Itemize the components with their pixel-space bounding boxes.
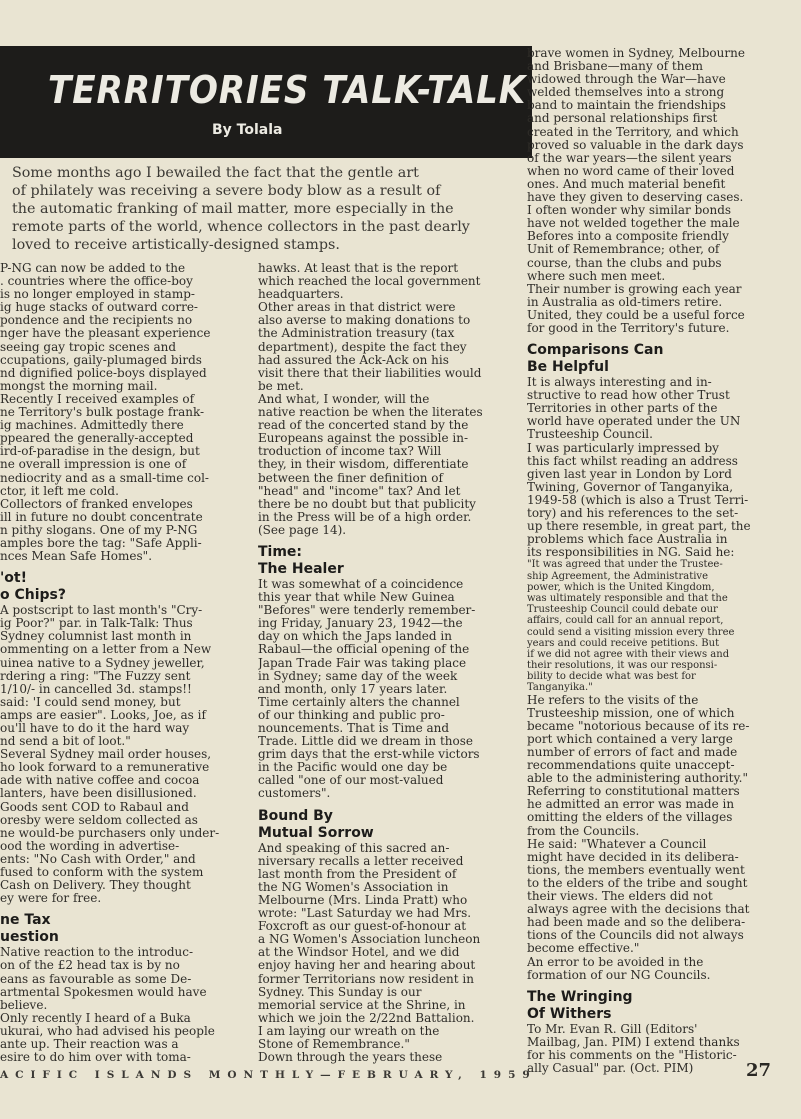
text-line: tory) and his references to the set- — [527, 507, 739, 520]
text-line: ccupations, gaily-plumaged birds — [0, 353, 202, 367]
text-line: Twining, Governor of Tanganyika, — [527, 480, 734, 494]
text-line: created in the Territory, and which — [527, 125, 739, 139]
text-line: nd dignified police-boys displayed — [0, 366, 207, 380]
text-line: It is always interesting and in- — [527, 376, 712, 390]
text-line: last month from the President of — [258, 867, 457, 881]
text-line: amps are easier". Looks, Joe, as if — [0, 708, 206, 722]
text-line: Mailbag, Jan. PIM) I extend thanks — [527, 1035, 740, 1049]
text-line: of our thinking and public pro- — [258, 708, 445, 722]
text-line: when no word came of their loved — [527, 164, 735, 178]
text-line: also averse to making donations to — [258, 314, 471, 328]
text-line: He said: "Whatever a Council — [527, 837, 707, 851]
text-line: . countries where the office-boy — [0, 275, 193, 289]
text-line: in the Pacific would one day be — [258, 761, 448, 775]
text-line: in Australia as old-timers retire. — [527, 295, 723, 309]
text-line: Unit of Remembrance; other, of — [527, 243, 720, 257]
text-line: ne Territory's bulk postage frank- — [0, 406, 205, 420]
text-line: ne overall impression is one of — [0, 458, 187, 472]
text-line: where such men meet. — [527, 269, 666, 283]
text-line: hawks. At least that is the report — [258, 262, 459, 275]
text-line: Sydney columnist last month in — [0, 630, 192, 644]
text-line: rdering a ring: "The Fuzzy sent — [0, 669, 191, 683]
article-title: TERRITORIES TALK-TALK — [48, 68, 527, 112]
text-line: there be no doubt but that publicity — [258, 497, 476, 511]
text-line: grim days that the erst-while victors — [258, 748, 480, 762]
text-line: Cash on Delivery. They thought — [0, 879, 191, 893]
quote-line: Tanganyika." — [527, 682, 593, 694]
text-line: Stone of Remembrance." — [258, 1037, 410, 1051]
text-line: headquarters. — [258, 288, 344, 302]
text-line: nger have the pleasant experience — [0, 327, 211, 341]
text-line: Collectors of franked envelopes — [0, 497, 193, 511]
text-line: ig machines. Admittedly there — [0, 419, 184, 433]
intro-line: loved to receive artistically-designed stamps. — [12, 237, 340, 253]
text-line: 1949-58 (which is also a Trust Terri- — [527, 493, 749, 507]
quote-line: their resolutions, it was our responsi- — [527, 660, 718, 672]
spacer — [0, 905, 247, 912]
text-line: nces Mean Safe Homes". — [0, 550, 153, 564]
text-line: port which contained a very large — [527, 732, 733, 746]
text-line: troduction of income tax? Will — [258, 445, 442, 459]
text-line: He refers to the visits of the — [527, 693, 699, 707]
text-line: ird-of-paradise in the design, but — [0, 445, 200, 459]
text-line: ig Poor?" par. in Talk-Talk: Thus — [0, 617, 193, 631]
intro-line: of philately was receiving a severe body blow as a result of — [12, 183, 441, 199]
text-line: and month, only 17 years later. — [258, 682, 448, 696]
spacer — [527, 335, 772, 342]
text-line: called "one of our most-valued — [258, 774, 444, 788]
text-line: its responsibilities in NG. Said he: — [527, 546, 735, 560]
section-heading: The Wringing — [527, 988, 633, 1005]
text-line: Down through the years these — [258, 1051, 443, 1065]
text-line: tions, the members eventually went — [527, 863, 745, 877]
text-line: had assured the Ack-Ack on his — [258, 353, 449, 367]
text-line: tions of the Councils did not always — [527, 929, 744, 943]
text-line: Only recently I heard of a Buka — [0, 1011, 191, 1025]
text-line: ing Friday, January 23, 1942—the — [258, 617, 463, 631]
text-line: And speaking of this sacred an- — [258, 841, 450, 855]
text-line: the Administration treasury (tax — [258, 327, 455, 341]
text-line: in the Press will be of a high order. — [258, 510, 472, 524]
text-line: in Sydney; same day of the week — [258, 669, 458, 683]
text-line: "Befores" were tenderly remember- — [258, 604, 476, 618]
text-line: this fact whilst reading an address — [527, 454, 738, 468]
text-line: ig huge stacks of outward corre- — [0, 301, 198, 315]
text-line: A postscript to last month's "Cry- — [0, 604, 203, 618]
text-line: ones. And much material benefit — [527, 177, 726, 191]
section-heading: ne Tax — [0, 912, 51, 929]
text-line: "head" and "income" tax? And let — [258, 484, 461, 498]
section-heading: 'ot! — [0, 570, 27, 587]
text-line: ally Casual" par. (Oct. PIM) — [527, 1061, 694, 1075]
text-line: read of the concerted stand by the — [258, 419, 469, 433]
text-line: their views. The elders did not — [527, 890, 713, 904]
text-line: welded themselves into a strong — [527, 86, 725, 100]
text-line: Referring to constitutional matters — [527, 785, 740, 799]
text-line: which we join the 2/22nd Battalion. — [258, 1011, 475, 1025]
text-line: said: 'I could send money, but — [0, 695, 181, 709]
text-line: I was particularly impressed by — [527, 441, 719, 455]
text-line: proved so valuable in the dark days — [527, 138, 744, 152]
text-line: amples bore the tag: "Safe Appli- — [0, 536, 202, 550]
text-line: Several Sydney mail order houses, — [0, 748, 212, 762]
text-line: ill in future no doubt concentrate — [0, 510, 203, 524]
text-line: Recently I received examples of — [0, 392, 195, 406]
text-line: structive to read how other Trust — [527, 389, 730, 403]
section-heading: Bound By — [258, 807, 333, 824]
text-line: given last year in London by Lord — [527, 467, 732, 481]
text-line: widowed through the War—have — [527, 73, 726, 87]
text-line: wrote: "Last Saturday we had Mrs. — [258, 907, 472, 921]
text-line: Befores into a composite friendly — [527, 230, 729, 244]
text-line: band to maintain the friendships — [527, 99, 726, 113]
text-line: former Territorians now resident in — [258, 972, 474, 986]
text-line: which reached the local government — [258, 275, 481, 289]
text-line: is no longer employed in stamp- — [0, 288, 195, 302]
text-line: Foxcroft as our guest-of-honour at — [258, 920, 467, 934]
text-line: believe. — [0, 998, 48, 1012]
text-line: memorial service at the Shrine, in — [258, 998, 466, 1012]
section-heading: Time: — [258, 543, 303, 560]
section-heading: Mutual Sorrow — [258, 824, 374, 841]
section-heading: Comparisons Can — [527, 342, 664, 359]
text-line: Rabaul—the official opening of the — [258, 643, 470, 657]
byline: By Tolala — [212, 122, 283, 138]
text-line: nouncements. That is Time and — [258, 722, 450, 735]
spacer — [527, 982, 772, 989]
text-line: nd send a bit of loot." — [0, 735, 131, 749]
text-line: on of the £2 head tax is by no — [0, 959, 180, 973]
section-heading: Of Withers — [527, 1005, 612, 1022]
column-right — [527, 47, 772, 1075]
text-line: and Brisbane—many of them — [527, 60, 703, 74]
text-line: niversary recalls a letter received — [258, 854, 464, 868]
text-line: a NG Women's Association luncheon — [258, 933, 481, 947]
text-line: become effective." — [527, 942, 640, 956]
text-line: and personal relationships first — [527, 112, 718, 126]
text-line: I am laying our wreath on the — [258, 1024, 440, 1038]
text-line: ukurai, who had advised his people — [0, 1024, 215, 1038]
text-line: ade with native coffee and cocoa — [0, 774, 200, 788]
text-line: Native reaction to the introduc- — [0, 946, 194, 960]
text-line: Territories in other parts of the — [527, 402, 718, 416]
text-line: Goods sent COD to Rabaul and — [0, 800, 189, 814]
text-line: problems which face Australia in — [527, 533, 728, 547]
text-line: Europeans against the possible in- — [258, 432, 469, 446]
text-line: ante up. Their reaction was a — [0, 1037, 179, 1051]
text-line: of the war years—the silent years — [527, 151, 732, 165]
quote-line: was ultimately responsible and that the — [527, 592, 728, 604]
text-line: at the Windsor Hotel, and we did — [258, 946, 460, 960]
text-line: (See page 14). — [258, 523, 347, 537]
text-line: they, in their wisdom, differentiate — [258, 458, 469, 472]
quote-line: Trusteeship Council could debate our — [527, 604, 718, 616]
text-line: between the finer definition of — [258, 471, 443, 485]
intro-line: remote parts of the world, whence collectors in the past dearly — [12, 219, 470, 235]
text-line: seeing gay tropic scenes and — [0, 340, 177, 354]
text-line: nediocrity and as a small-time col- — [0, 471, 209, 485]
intro-line: Some months ago I bewailed the fact that the gentle art — [12, 165, 419, 181]
quote-line: power, which is the United Kingdom, — [527, 581, 715, 593]
text-line: artmental Spokesmen would have — [0, 985, 207, 999]
text-line: world have operated under the UN — [527, 415, 741, 429]
text-line: To Mr. Evan R. Gill (Editors' — [527, 1022, 698, 1036]
intro-paragraph — [12, 164, 488, 254]
text-line: An error to be avoided in the — [527, 955, 704, 969]
text-line: this year that while New Guinea — [258, 591, 455, 605]
section-heading: The Healer — [258, 560, 344, 577]
section-heading: Be Helpful — [527, 359, 609, 376]
text-line: esire to do him over with toma- — [0, 1051, 191, 1065]
text-line: eans as favourable as some De- — [0, 972, 192, 986]
text-line: Melbourne (Mrs. Linda Pratt) who — [258, 893, 468, 907]
text-line: ood the wording in advertise- — [0, 839, 180, 853]
spacer — [258, 537, 510, 544]
text-line: to the elders of the tribe and sought — [527, 876, 748, 890]
text-line: he admitted an error was made in — [527, 798, 735, 812]
text-line: always agree with the decisions that — [527, 903, 750, 917]
text-line: native reaction be when the literates — [258, 406, 483, 420]
quote-line: bility to decide what was best for — [527, 671, 696, 683]
text-line: formation of our NG Councils. — [527, 968, 711, 982]
text-line: 1/10/- in cancelled 3d. stamps!! — [0, 682, 192, 696]
text-line: for good in the Territory's future. — [527, 321, 730, 335]
text-line: Japan Trade Fair was taking place — [258, 656, 467, 670]
text-line: ommenting on a letter from a New — [0, 643, 212, 657]
intro-line: the automatic franking of mail matter, more especially in the — [12, 201, 454, 217]
text-line: ne would-be purchasers only under- — [0, 826, 220, 840]
text-line: mongst the morning mail. — [0, 379, 158, 393]
section-heading: o Chips? — [0, 587, 67, 604]
text-line: ents: "No Cash with Order," and — [0, 852, 196, 866]
text-line: number of errors of fact and made — [527, 746, 738, 759]
text-line: up there resemble, in great part, the — [527, 520, 751, 534]
column-middle — [258, 262, 510, 1064]
text-line: omitting the elders of the villages — [527, 811, 733, 825]
page-footer: ACIFIC ISLANDS MONTHLY—FEBRUARY, 1959 — [0, 1069, 537, 1081]
text-line: course, than the clubs and pubs — [527, 256, 722, 270]
text-line: Trusteeship mission, one of which — [527, 706, 735, 720]
text-line: have they given to deserving cases. — [527, 191, 744, 205]
text-line: oresby were seldom collected as — [0, 813, 198, 827]
text-line: recommendations quite unaccept- — [527, 759, 735, 773]
column-left — [0, 262, 247, 1064]
text-line: Time certainly alters the channel — [258, 695, 460, 709]
section-heading: uestion — [0, 929, 59, 946]
text-line: I often wonder why similar bonds — [527, 204, 732, 218]
text-line: visit there that their liabilities would — [258, 366, 482, 380]
text-line: uinea native to a Sydney jeweller, — [0, 656, 205, 670]
text-line: lanters, have been disillusioned. — [0, 787, 197, 801]
text-line: for his comments on the "Historic- — [527, 1048, 737, 1062]
text-line: Other areas in that district were — [258, 301, 456, 315]
text-line: ppeared the generally-accepted — [0, 432, 194, 446]
spacer — [0, 563, 247, 570]
text-line: enjoy having her and hearing about — [258, 959, 476, 973]
text-line: United, they could be a useful force — [527, 308, 745, 322]
text-line: Trade. Little did we dream in those — [258, 735, 473, 749]
quote-line: if we did not agree with their views and — [527, 648, 730, 660]
text-line: n pithy slogans. One of my P-NG — [0, 523, 198, 537]
text-line: fused to conform with the system — [0, 866, 204, 880]
text-line: ou'll have to do it the hard way — [0, 722, 190, 735]
text-line: from the Councils. — [527, 824, 640, 838]
text-line: had been made and so the delibera- — [527, 916, 746, 930]
text-line: ey were for free. — [0, 892, 102, 906]
quote-line: "It was agreed that under the Trustee- — [527, 559, 723, 571]
text-line: department), despite the fact they — [258, 340, 467, 354]
text-line: It was somewhat of a coincidence — [258, 577, 464, 591]
text-line: have not welded together the male — [527, 217, 740, 231]
quote-line: ship Agreement, the Administrative — [527, 570, 708, 582]
quote-line: years and could receive petitions. But — [527, 637, 720, 649]
text-line: became "notorious because of its re- — [527, 719, 750, 733]
text-line: pondence and the recipients no — [0, 314, 193, 328]
text-line: the NG Women's Association in — [258, 880, 449, 894]
text-line: brave women in Sydney, Melbourne — [527, 47, 745, 60]
spacer — [258, 801, 510, 808]
text-line: Their number is growing each year — [527, 282, 742, 296]
page-number: 27 — [746, 1060, 772, 1081]
quote-line: affairs, could call for an annual report, — [527, 615, 724, 627]
text-line: ho look forward to a remunerative — [0, 761, 210, 775]
text-line: might have decided in its delibera- — [527, 850, 739, 864]
text-line: And what, I wonder, will the — [258, 392, 430, 406]
text-line: Sydney. This Sunday is our — [258, 985, 422, 999]
text-line: ctor, it left me cold. — [0, 484, 119, 498]
text-line: be met. — [258, 379, 304, 393]
title-banner — [0, 46, 532, 158]
quote-line: could send a visiting mission every three — [527, 626, 735, 638]
text-line: Trusteeship Council. — [527, 428, 653, 442]
text-line: customers". — [258, 787, 331, 801]
text-line: P-NG can now be added to the — [0, 262, 186, 275]
text-line: able to the administering authority." — [527, 772, 748, 786]
text-line: day on which the Japs landed in — [258, 630, 452, 644]
